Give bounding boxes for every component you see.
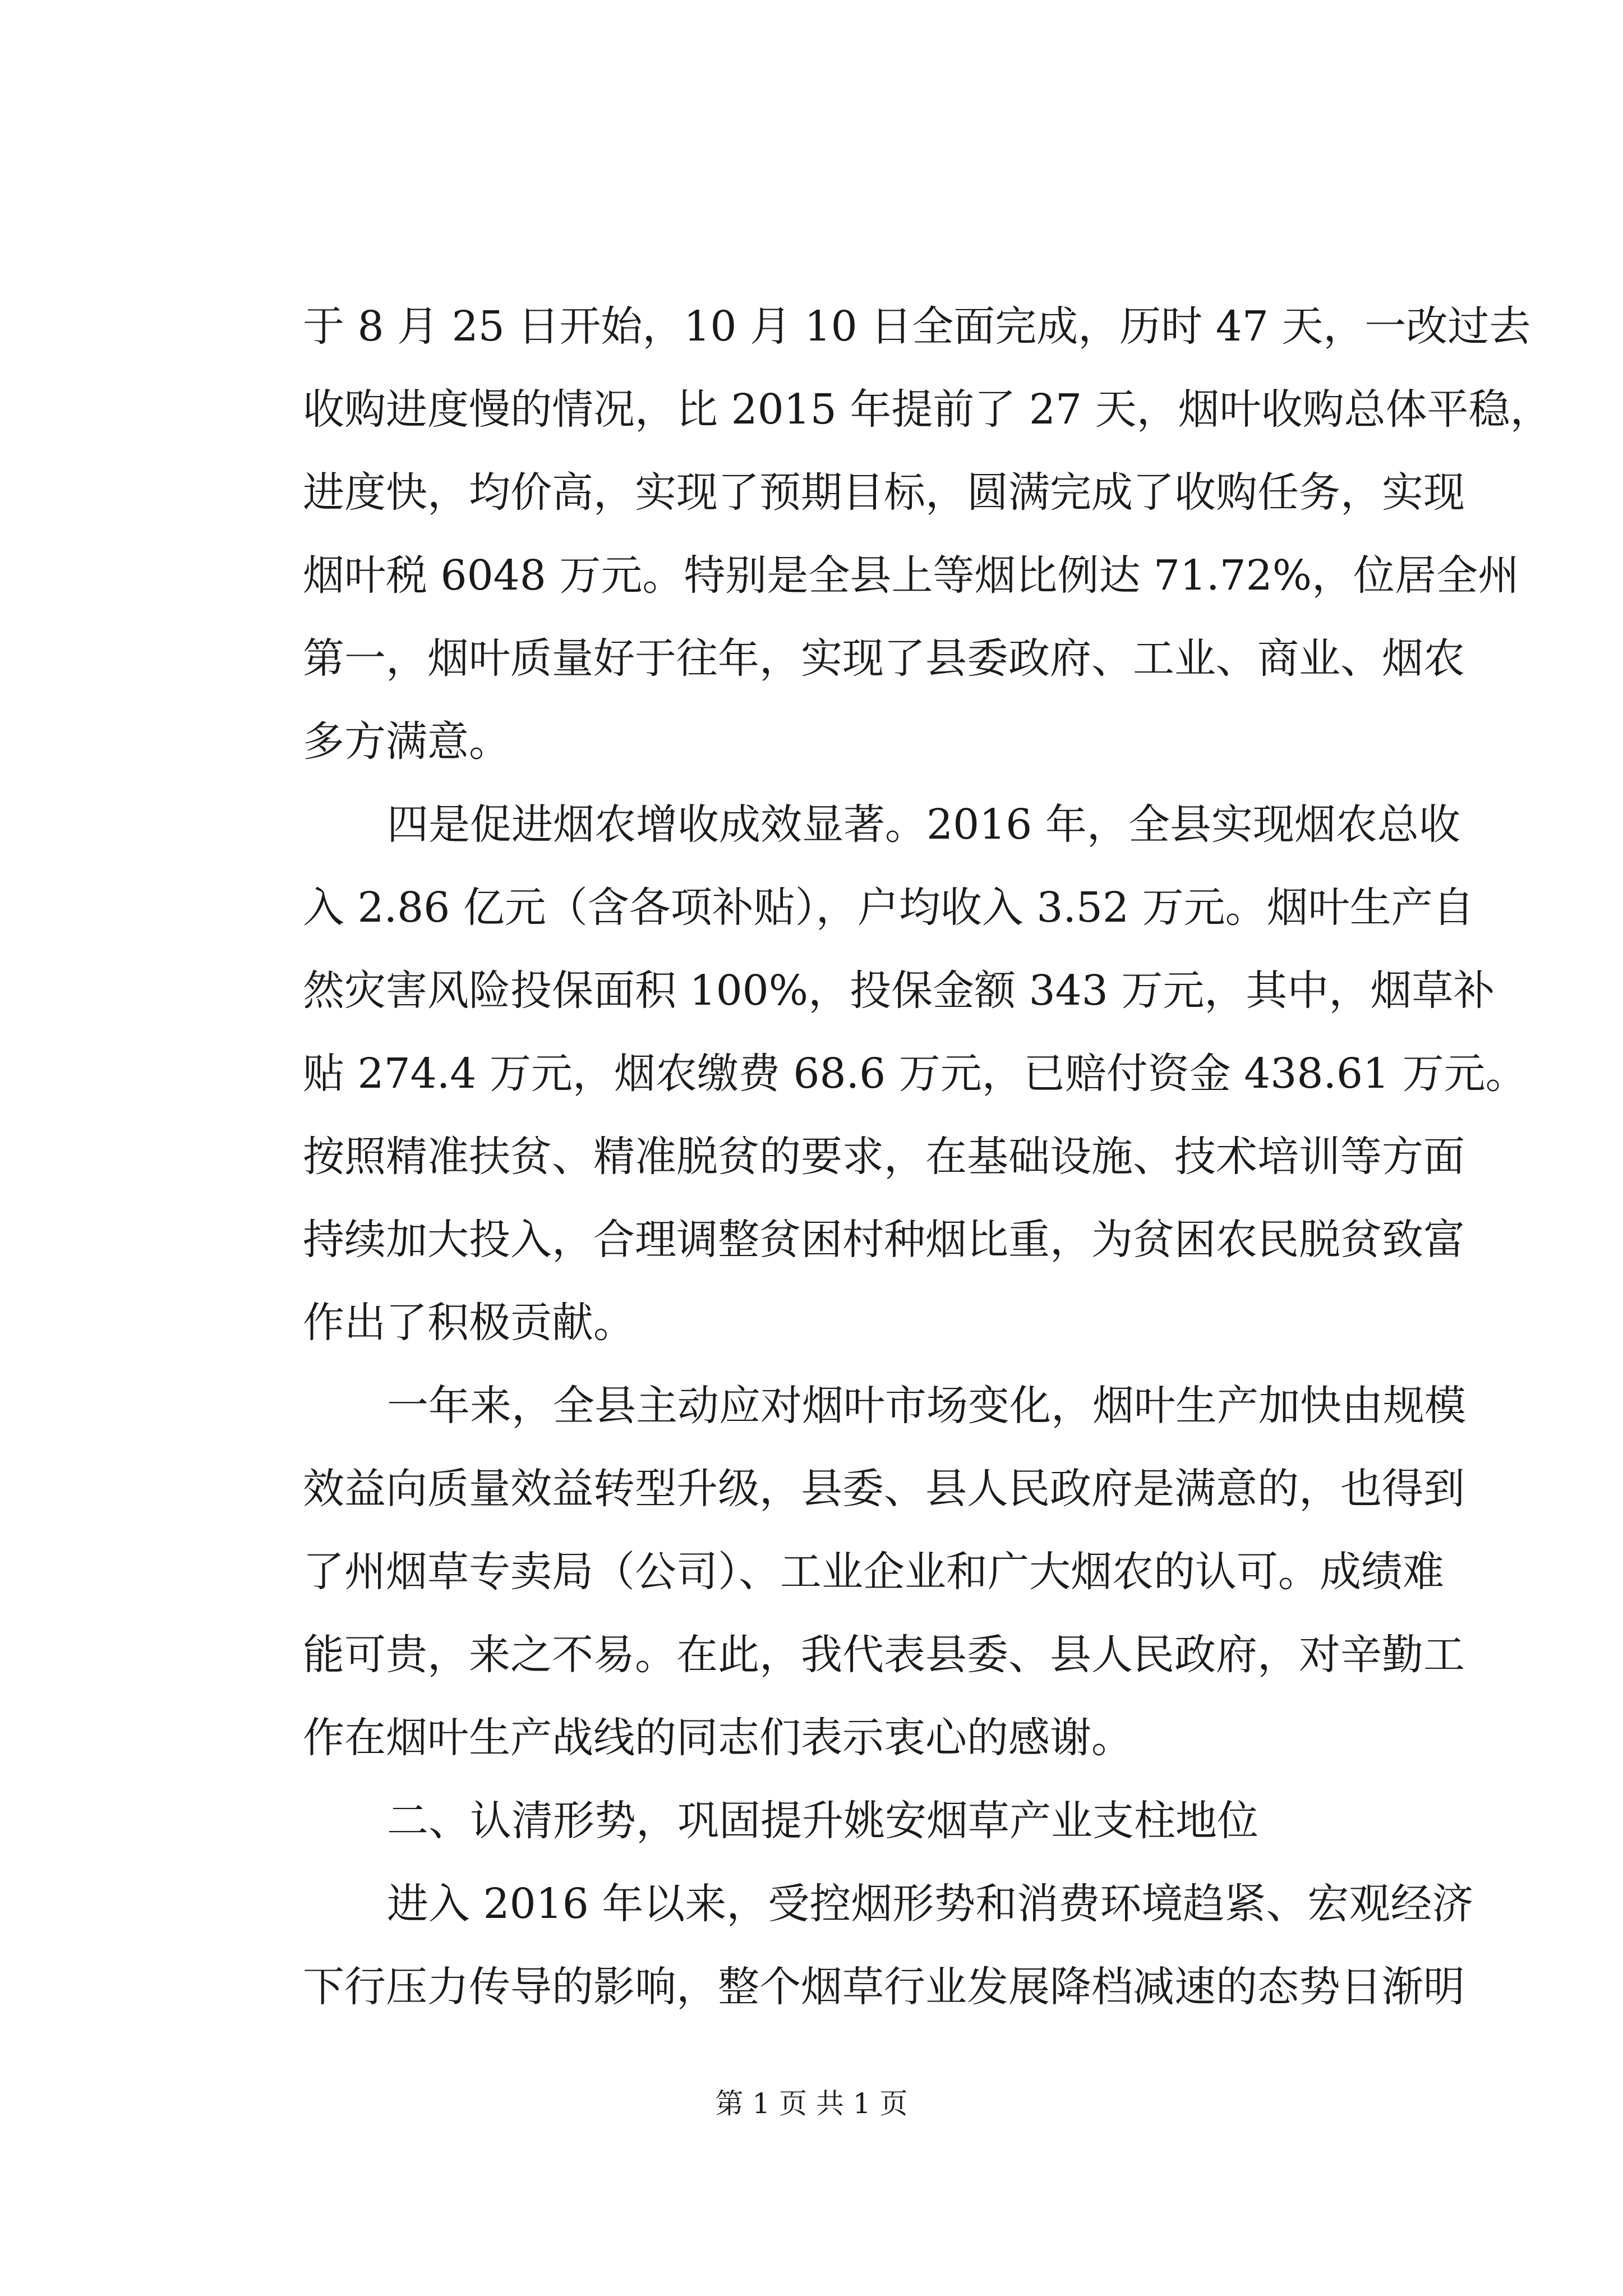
section-heading: 二、认清形势，巩固提升姚安烟草产业支柱地位 <box>387 1797 1258 1845</box>
text-line: 下行压力传导的影响，整个烟草行业发展降档减速的态势日渐明 <box>303 1963 1465 2011</box>
text-line: 多方满意。 <box>303 717 510 766</box>
text-line: 贴 274.4 万元，烟农缴费 68.6 万元，已赔付资金 438.61 万元。 <box>303 1050 1527 1098</box>
text-line: 作出了积极贡献。 <box>303 1299 635 1347</box>
text-line: 效益向质量效益转型升级，县委、县人民政府是满意的，也得到 <box>303 1465 1465 1513</box>
text-line: 了州烟草专卖局（公司）、工业企业和广大烟农的认可。成绩难 <box>303 1548 1444 1596</box>
text-line: 作在烟叶生产战线的同志们表示衷心的感谢。 <box>303 1714 1133 1762</box>
text-line: 第一，烟叶质量好于往年，实现了县委政府、工业、商业、烟农 <box>303 634 1465 683</box>
text-line: 收购进度慢的情况，比 2015 年提前了 27 天，烟叶收购总体平稳， <box>303 385 1552 434</box>
document-body <box>303 285 1552 2028</box>
text-line: 进度快，均价高，实现了预期目标，圆满完成了收购任务，实现 <box>303 468 1465 517</box>
page-footer <box>0 2087 1623 2120</box>
paragraph-first-line: 一年来，全县主动应对烟叶市场变化，烟叶生产加快由规模 <box>387 1382 1466 1430</box>
text-line: 按照精准扶贫、精准脱贫的要求，在基础设施、技术培训等方面 <box>303 1133 1465 1181</box>
text-line: 入 2.86 亿元（含各项补贴），户均收入 3.52 万元。烟叶生产自 <box>303 884 1474 932</box>
text-line: 然灾害风险投保面积 100%，投保金额 343 万元，其中，烟草补 <box>303 967 1495 1015</box>
text-line: 持续加大投入，合理调整贫困村种烟比重，为贫困农民脱贫致富 <box>303 1216 1465 1264</box>
text-line: 烟叶税 6048 万元。特别是全县上等烟比例达 71.72%，位居全州 <box>303 551 1520 600</box>
paragraph-first-line: 进入 2016 年以来，受控烟形势和消费环境趋紧、宏观经济 <box>387 1880 1474 1928</box>
text-line: 于 8 月 25 日开始，10 月 10 日全面完成，历时 47 天，一改过去 <box>303 302 1531 351</box>
page-number-label: 第 1 页 共 1 页 <box>715 2087 908 2120</box>
text-line: 能可贵，来之不易。在此，我代表县委、县人民政府，对辛勤工 <box>303 1631 1465 1679</box>
paragraph-first-line: 四是促进烟农增收成效显著。2016 年，全县实现烟农总收 <box>387 800 1460 849</box>
